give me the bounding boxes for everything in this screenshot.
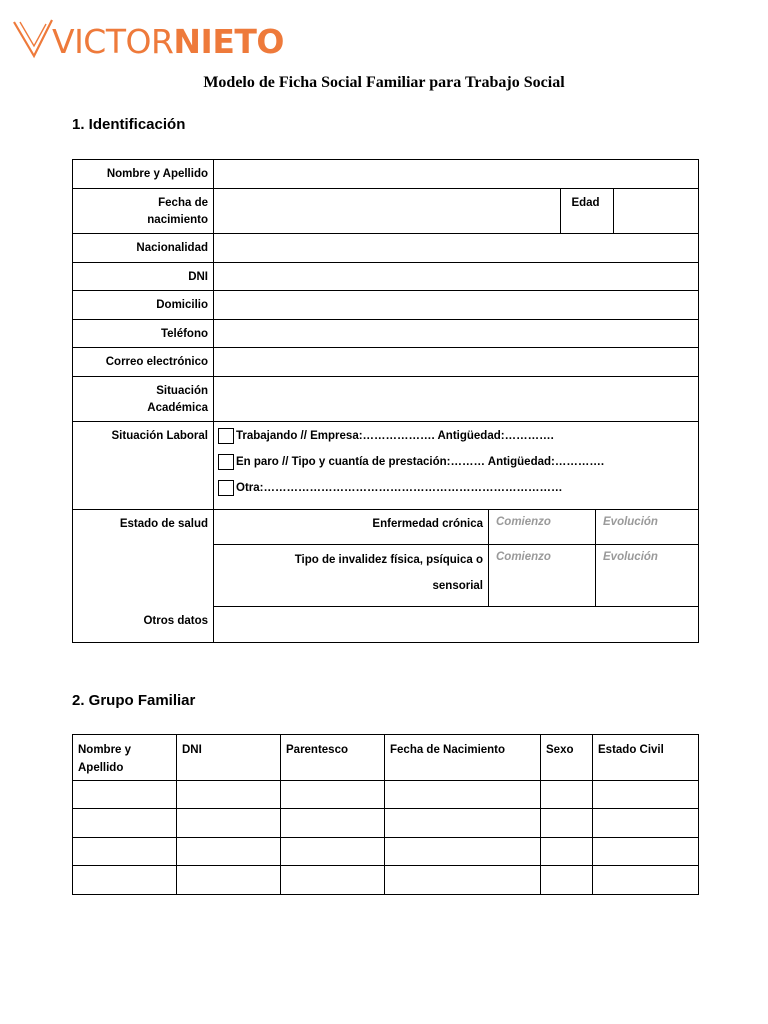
placeholder-evolucion-cronica[interactable]: Evolución	[596, 510, 699, 545]
laboral-option-label: Trabajando // Empresa:………………. Antigüedad:………….	[236, 430, 554, 442]
table-cell[interactable]	[593, 838, 699, 866]
table-cell[interactable]	[177, 781, 281, 809]
laboral-option-otra[interactable]	[214, 475, 698, 501]
table-cell[interactable]	[281, 781, 385, 809]
placeholder-comienzo-invalidez[interactable]: Comienzo	[489, 545, 596, 607]
logo-text-bold: NIETO	[173, 21, 284, 61]
laboral-option-label: Otra:……………………………………………………………………	[236, 482, 563, 494]
document-title: Modelo de Ficha Social Familiar para Trabajo Social	[203, 74, 565, 91]
label-fecha-line1: Fecha de	[158, 197, 208, 209]
family-header-row	[73, 735, 699, 781]
field-edad[interactable]	[614, 189, 699, 234]
label-invalidez	[214, 545, 489, 607]
table-cell[interactable]	[385, 866, 541, 895]
field-nombre[interactable]	[214, 160, 699, 189]
table-cell[interactable]	[593, 781, 699, 809]
table-cell[interactable]	[541, 781, 593, 809]
label-correo: Correo electrónico	[73, 348, 214, 377]
table-cell[interactable]	[177, 838, 281, 866]
table-cell[interactable]	[281, 809, 385, 838]
placeholder-comienzo-cronica[interactable]: Comienzo	[489, 510, 596, 545]
label-invalidez-line2: sensorial	[432, 580, 483, 592]
table-cell[interactable]	[177, 809, 281, 838]
brand-logo	[12, 16, 284, 62]
health-table	[72, 509, 699, 643]
field-dni[interactable]	[214, 263, 699, 291]
table-row	[73, 781, 699, 809]
table-row	[73, 866, 699, 895]
table-cell[interactable]	[281, 866, 385, 895]
label-invalidez-line1: Tipo de invalidez física, psíquica o	[294, 554, 483, 566]
checkbox-trabajando[interactable]	[218, 428, 234, 444]
field-fecha-nacimiento[interactable]	[214, 189, 561, 234]
field-situacion-academica[interactable]	[214, 377, 699, 422]
field-domicilio[interactable]	[214, 291, 699, 320]
field-nacionalidad[interactable]	[214, 234, 699, 263]
identification-table	[72, 159, 699, 510]
table-cell[interactable]	[73, 866, 177, 895]
label-edad: Edad	[561, 189, 614, 234]
placeholder-evolucion-invalidez[interactable]: Evolución	[596, 545, 699, 607]
table-cell[interactable]	[593, 866, 699, 895]
col-header-nombre: Nombre y Apellido	[73, 735, 177, 781]
table-cell[interactable]	[541, 866, 593, 895]
col-header-sexo: Sexo	[541, 735, 593, 781]
laboral-option-label: En paro // Tipo y cuantía de prestación:……… Antigüedad:………….	[236, 456, 605, 468]
label-academica-line1: Situación	[156, 385, 208, 397]
label-otros-datos: Otros datos	[73, 607, 214, 643]
col-header-fecha: Fecha de Nacimiento	[385, 735, 541, 781]
label-fecha-line2: nacimiento	[147, 214, 208, 226]
label-telefono: Teléfono	[73, 320, 214, 348]
table-cell[interactable]	[177, 866, 281, 895]
laboral-options	[214, 422, 699, 510]
label-domicilio: Domicilio	[73, 291, 214, 320]
table-row	[73, 838, 699, 866]
table-cell[interactable]	[73, 838, 177, 866]
label-situacion-academica	[73, 377, 214, 422]
label-situacion-laboral: Situación Laboral	[73, 422, 214, 510]
field-correo[interactable]	[214, 348, 699, 377]
label-academica-line2: Académica	[147, 402, 208, 414]
col-header-parentesco: Parentesco	[281, 735, 385, 781]
label-nombre: Nombre y Apellido	[73, 160, 214, 189]
laboral-option-paro[interactable]	[214, 449, 698, 475]
field-telefono[interactable]	[214, 320, 699, 348]
label-nacionalidad: Nacionalidad	[73, 234, 214, 263]
table-cell[interactable]	[73, 781, 177, 809]
table-cell[interactable]	[385, 838, 541, 866]
checkbox-paro[interactable]	[218, 454, 234, 470]
logo-text-light: VICTOR	[52, 21, 174, 61]
family-table	[72, 734, 699, 895]
table-cell[interactable]	[541, 809, 593, 838]
table-cell[interactable]	[385, 809, 541, 838]
col-header-dni: DNI	[177, 735, 281, 781]
col-header-estado-civil: Estado Civil	[593, 735, 699, 781]
table-cell[interactable]	[73, 809, 177, 838]
table-cell[interactable]	[593, 809, 699, 838]
table-cell[interactable]	[541, 838, 593, 866]
table-cell[interactable]	[281, 838, 385, 866]
label-enfermedad-cronica: Enfermedad crónica	[214, 510, 489, 545]
section-2-heading: 2. Grupo Familiar	[72, 692, 196, 709]
checkbox-otra[interactable]	[218, 480, 234, 496]
label-dni: DNI	[73, 263, 214, 291]
logo-wordmark	[52, 21, 284, 61]
table-row	[73, 809, 699, 838]
field-otros-datos[interactable]	[214, 607, 699, 643]
table-cell[interactable]	[385, 781, 541, 809]
section-1-heading: 1. Identificación	[72, 116, 186, 133]
label-fecha-nacimiento	[73, 189, 214, 234]
laboral-option-trabajando[interactable]	[214, 423, 698, 449]
label-estado-salud: Estado de salud	[73, 510, 214, 607]
